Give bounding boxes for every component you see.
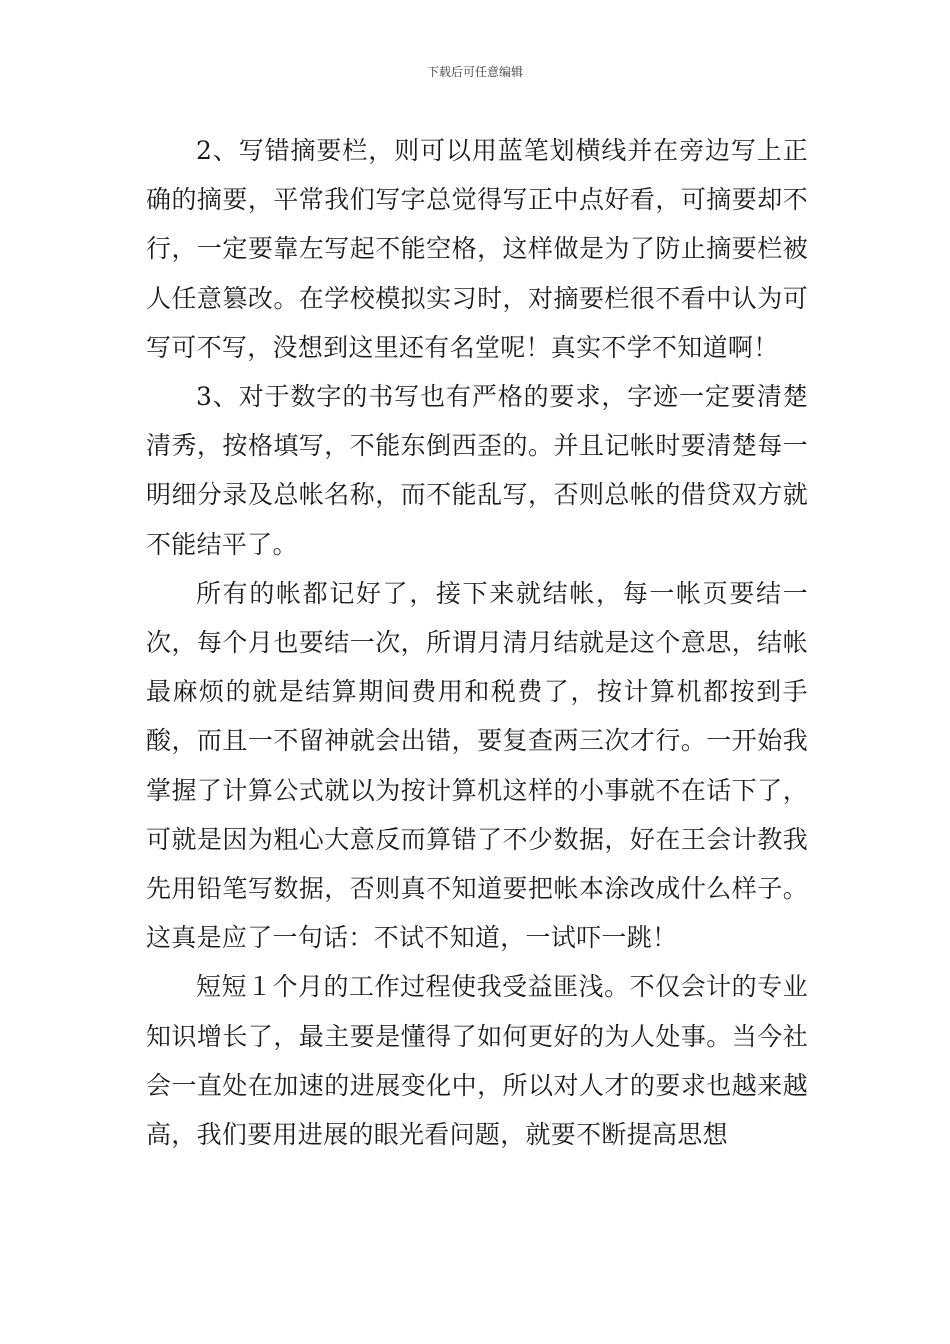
paragraph-summary-column: 2、写错摘要栏，则可以用蓝笔划横线并在旁边写上正确的摘要，平常我们写字总觉得写正中点好看，可摘要却不行，一定要靠左写起不能空格，这样做是为了防止摘要栏被人任意篡改。在学校模拟实习时，对摘要栏很不看中认为可写可不写，没想到这里还有名堂呢！真实不学不知道啊！ (146, 136, 808, 362)
paragraph-reflection: 短短１个月的工作过程使我受益匪浅。不仅会计的专业知识增长了，最主要是懂得了如何更好的为人处事。当今社会一直处在加速的进展变化中，所以对人才的要求也越来越高，我们要用进展的眼光看问题，就要不断提高思想 (146, 972, 808, 1150)
document-body (146, 126, 808, 1159)
paragraph-closing-accounts: 所有的帐都记好了，接下来就结帐，每一帐页要结一次，每个月也要结一次，所谓月清月结就是这个意思，结帐最麻烦的就是结算期间费用和税费了，按计算机都按到手酸，而且一不留神就会出错，要复查两三次才行。一开始我掌握了计算公式就以为按计算机这样的小事就不在话下了，可就是因为粗心大意反而算错了不少数据，好在王会计教我先用铅笔写数据，否则真不知道要把帐本涂改成什么样子。这真是应了一句话：不试不知道，一试吓一跳！ (146, 578, 808, 953)
paragraph-number-writing: 3、对于数字的书写也有严格的要求，字迹一定要清楚清秀，按格填写，不能东倒西歪的。并且记帐时要清楚每一明细分录及总帐名称，而不能乱写，否则总帐的借贷双方就不能结平了。 (146, 382, 808, 559)
page-header: 下载后可任意编辑 (426, 65, 523, 79)
